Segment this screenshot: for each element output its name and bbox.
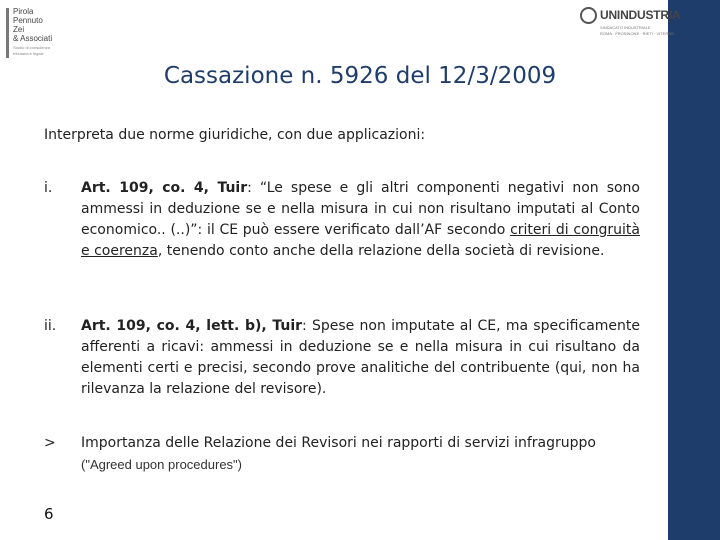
item-text: : “Le spese e gli altri componenti negativi non sono ammessi in deduzione se e nella misura in cui non risultano imputati al Conto economico.. (..)”: il CE può essere verificato dall’AF secondo (81, 180, 640, 238)
logo-line: Pirola (13, 7, 34, 16)
logo-subtitle: ROMA · FROSINONE · RIETI · VITERBO (600, 31, 675, 36)
item-underlined-text: criteri di congruità e coerenza (81, 222, 640, 259)
logo-tagline: tributaria e legale (13, 51, 44, 56)
intro-text: Interpreta due norme giuridiche, con due applicazioni: (44, 127, 426, 143)
item-body (81, 178, 640, 262)
logo-subtitle: SINDACATO INDUSTRIALE (600, 25, 651, 30)
pirola-logo (6, 6, 76, 62)
item-text: , tenendo conto anche della relazione della società di revisione. (157, 243, 605, 259)
unindustria-logo (580, 4, 681, 44)
logo-line: Zei (13, 25, 25, 34)
seal-icon (580, 7, 597, 24)
item-marker: > (44, 435, 56, 451)
item-body (81, 433, 640, 475)
item-marker: i. (44, 180, 53, 196)
page-number: 6 (44, 505, 54, 523)
list-item (44, 178, 640, 262)
logo-tagline: Studio di consulenza (13, 45, 50, 50)
item-lead: Art. 109, co. 4, lett. b), Tuir (81, 318, 303, 334)
item-lead: Art. 109, co. 4, Tuir (81, 180, 248, 196)
item-text: : Spese non imputate al CE, ma specificamente afferenti a ricavi: ammessi in deduzione se e nella misura in cui risultano da elementi certi e precisi, secondo prove analitiche del contribuente (qui, non ha rilevanza la relazione del revisore). (81, 318, 640, 397)
item-body (81, 316, 640, 400)
item-marker: ii. (44, 318, 57, 334)
item-extra-text: ("Agreed upon procedures") (81, 457, 242, 472)
list-item (44, 433, 640, 475)
logo-line: & Associati (13, 34, 53, 43)
slide-title: Cassazione n. 5926 del 12/3/2009 (163, 63, 557, 89)
item-text: Importanza delle Relazione dei Revisori nei rapporti di servizi infragruppo (81, 435, 596, 451)
logo-bar (6, 8, 9, 58)
logo-line: Pennuto (13, 16, 43, 25)
list-item (44, 316, 640, 400)
logo-brand: UNINDUSTRIA (600, 8, 681, 22)
